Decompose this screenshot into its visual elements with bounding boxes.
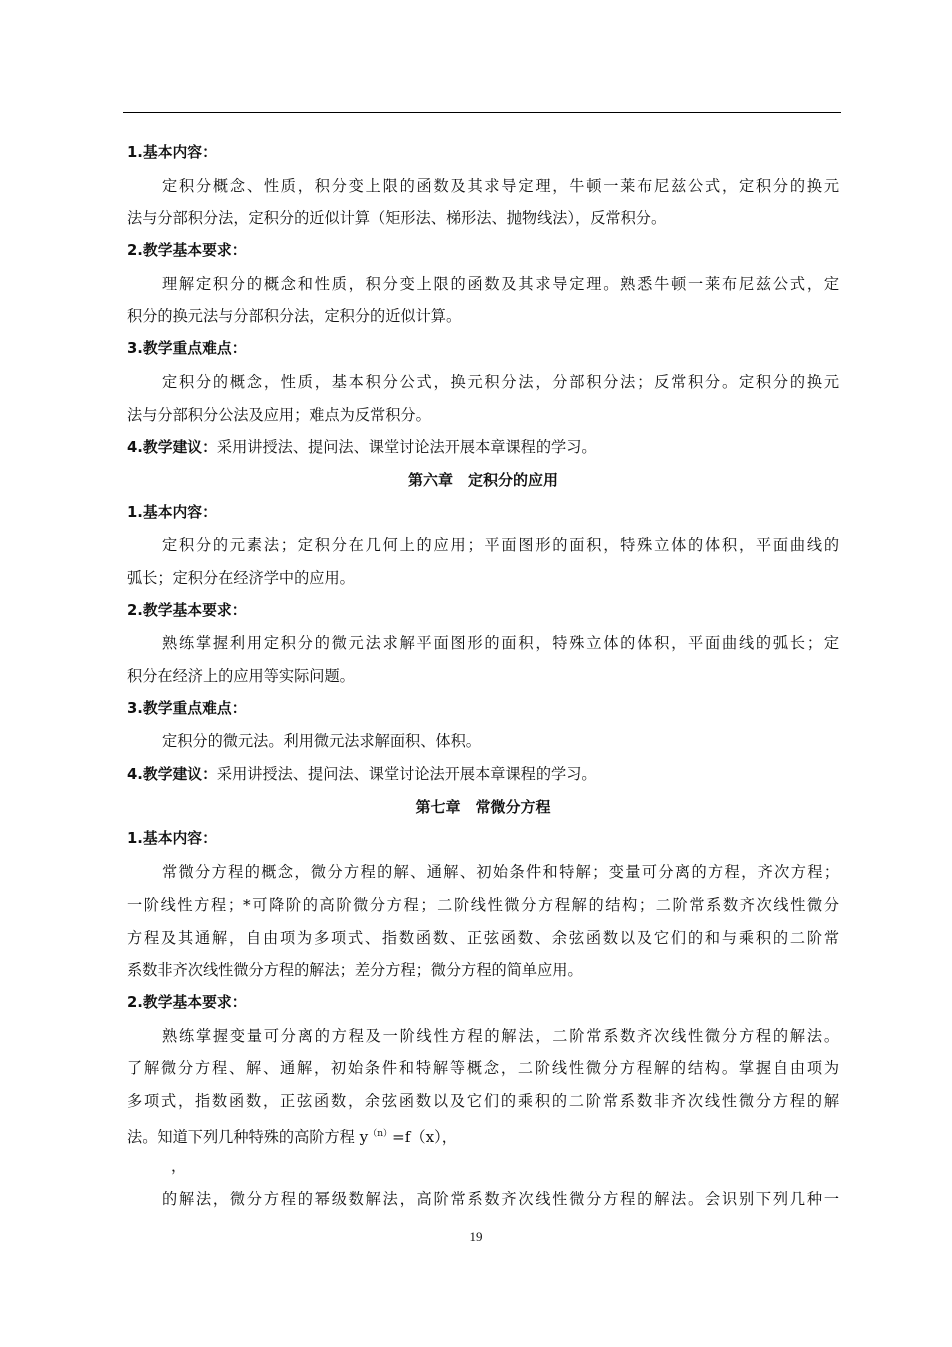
equation-rhs: =f（x）， [392,1127,457,1146]
suggestion-text: 采用讲授法、提问法、课堂讨论法开展本章课程的学习。 [216,438,597,457]
heading-key-points: 3.教学重点难点： [127,699,247,717]
paragraph-line: 了解微分方程、解、通解，初始条件和特解等概念，二阶线性微分方程解的结构。掌握自由项为 [127,1059,839,1078]
paragraph-line: 方程及其通解，自由项为多项式、指数函数、正弦函数、余弦函数以及它们的和与乘积的二阶常 [127,928,839,947]
paragraph-line: 法与分部积分法，定积分的近似计算（矩形法、梯形法、抛物线法），反常积分。 [127,209,667,228]
paragraph-line: 定积分的概念，性质，基本积分公式，换元积分法，分部积分法；反常积分。定积分的换元 [162,372,839,391]
paragraph-line: 定积分概念、性质，积分变上限的函数及其求导定理，牛顿一莱布尼兹公式，定积分的换元 [162,176,839,195]
paragraph-line: 理解定积分的概念和性质，积分变上限的函数及其求导定理。熟悉牛顿一莱布尼兹公式，定 [162,274,839,293]
header-rule [123,112,841,113]
paragraph-line: 定积分的元素法；定积分在几何上的应用；平面图形的面积，特殊立体的体积，平面曲线的 [162,536,839,555]
paragraph-line: 一阶线性方程；*可降阶的高阶微分方程；二阶线性微分方程解的结构；二阶常系数齐次线性微分 [127,895,839,914]
paragraph-line: 系数非齐次线性微分方程的解法；差分方程；微分方程的简单应用。 [127,961,583,980]
page-body [127,137,839,1216]
suggestion-text: 采用讲授法、提问法、课堂讨论法开展本章课程的学习。 [216,765,597,784]
heading-teaching-requirements: 2.教学基本要求： [127,993,247,1011]
paragraph-line: 法与分部积分公法及应用；难点为反常积分。 [127,405,431,424]
heading-teaching-suggestion: 4.教学建议： [127,439,217,457]
heading-basic-content: 1.基本内容： [127,503,217,521]
page-number: 19 [469,1229,483,1244]
equation-lead-text: 法。知道下列几种特殊的高阶方程 y [127,1127,369,1146]
paragraph-line: 多项式，指数函数，正弦函数，余弦函数以及它们的乘积的二阶常系数非齐次线性微分方程的解 [127,1091,839,1110]
paragraph-line: 积分在经济上的应用等实际问题。 [127,667,355,685]
stray-comma: ， [171,1157,187,1176]
chapter-title: 第六章 定积分的应用 [407,470,558,489]
heading-key-points: 3.教学重点难点： [127,340,247,358]
chapter-title: 第七章 常微分方程 [415,797,551,816]
equation-line [127,1118,839,1151]
paragraph-line: 积分的换元法与分部积分法，定积分的近似计算。 [127,307,462,326]
derivative-order-superscript: （n） [368,1128,393,1139]
heading-basic-content: 1.基本内容： [127,830,217,848]
paragraph-line: 弧长；定积分在经济学中的应用。 [127,568,355,587]
heading-teaching-requirements: 2.教学基本要求： [127,242,247,260]
heading-teaching-requirements: 2.教学基本要求： [127,601,247,619]
paragraph-line: 定积分的微元法。利用微元法求解面积、体积。 [162,732,481,751]
paragraph-line: 熟练掌握变量可分离的方程及一阶线性方程的解法，二阶常系数齐次线性微分方程的解法。 [162,1026,839,1045]
teaching-suggestion [127,758,839,791]
paragraph-line: 的解法，微分方程的幂级数解法，高阶常系数齐次线性微分方程的解法。会识别下列几种一 [162,1190,839,1208]
teaching-suggestion [127,431,839,464]
paragraph-line: 熟练掌握利用定积分的微元法求解平面图形的面积，特殊立体的体积，平面曲线的弧长；定 [162,634,839,653]
paragraph-line: 常微分方程的概念，微分方程的解、通解、初始条件和特解；变量可分离的方程，齐次方程； [162,863,839,882]
heading-basic-content: 1.基本内容： [127,144,217,161]
heading-teaching-suggestion: 4.教学建议： [127,766,217,784]
